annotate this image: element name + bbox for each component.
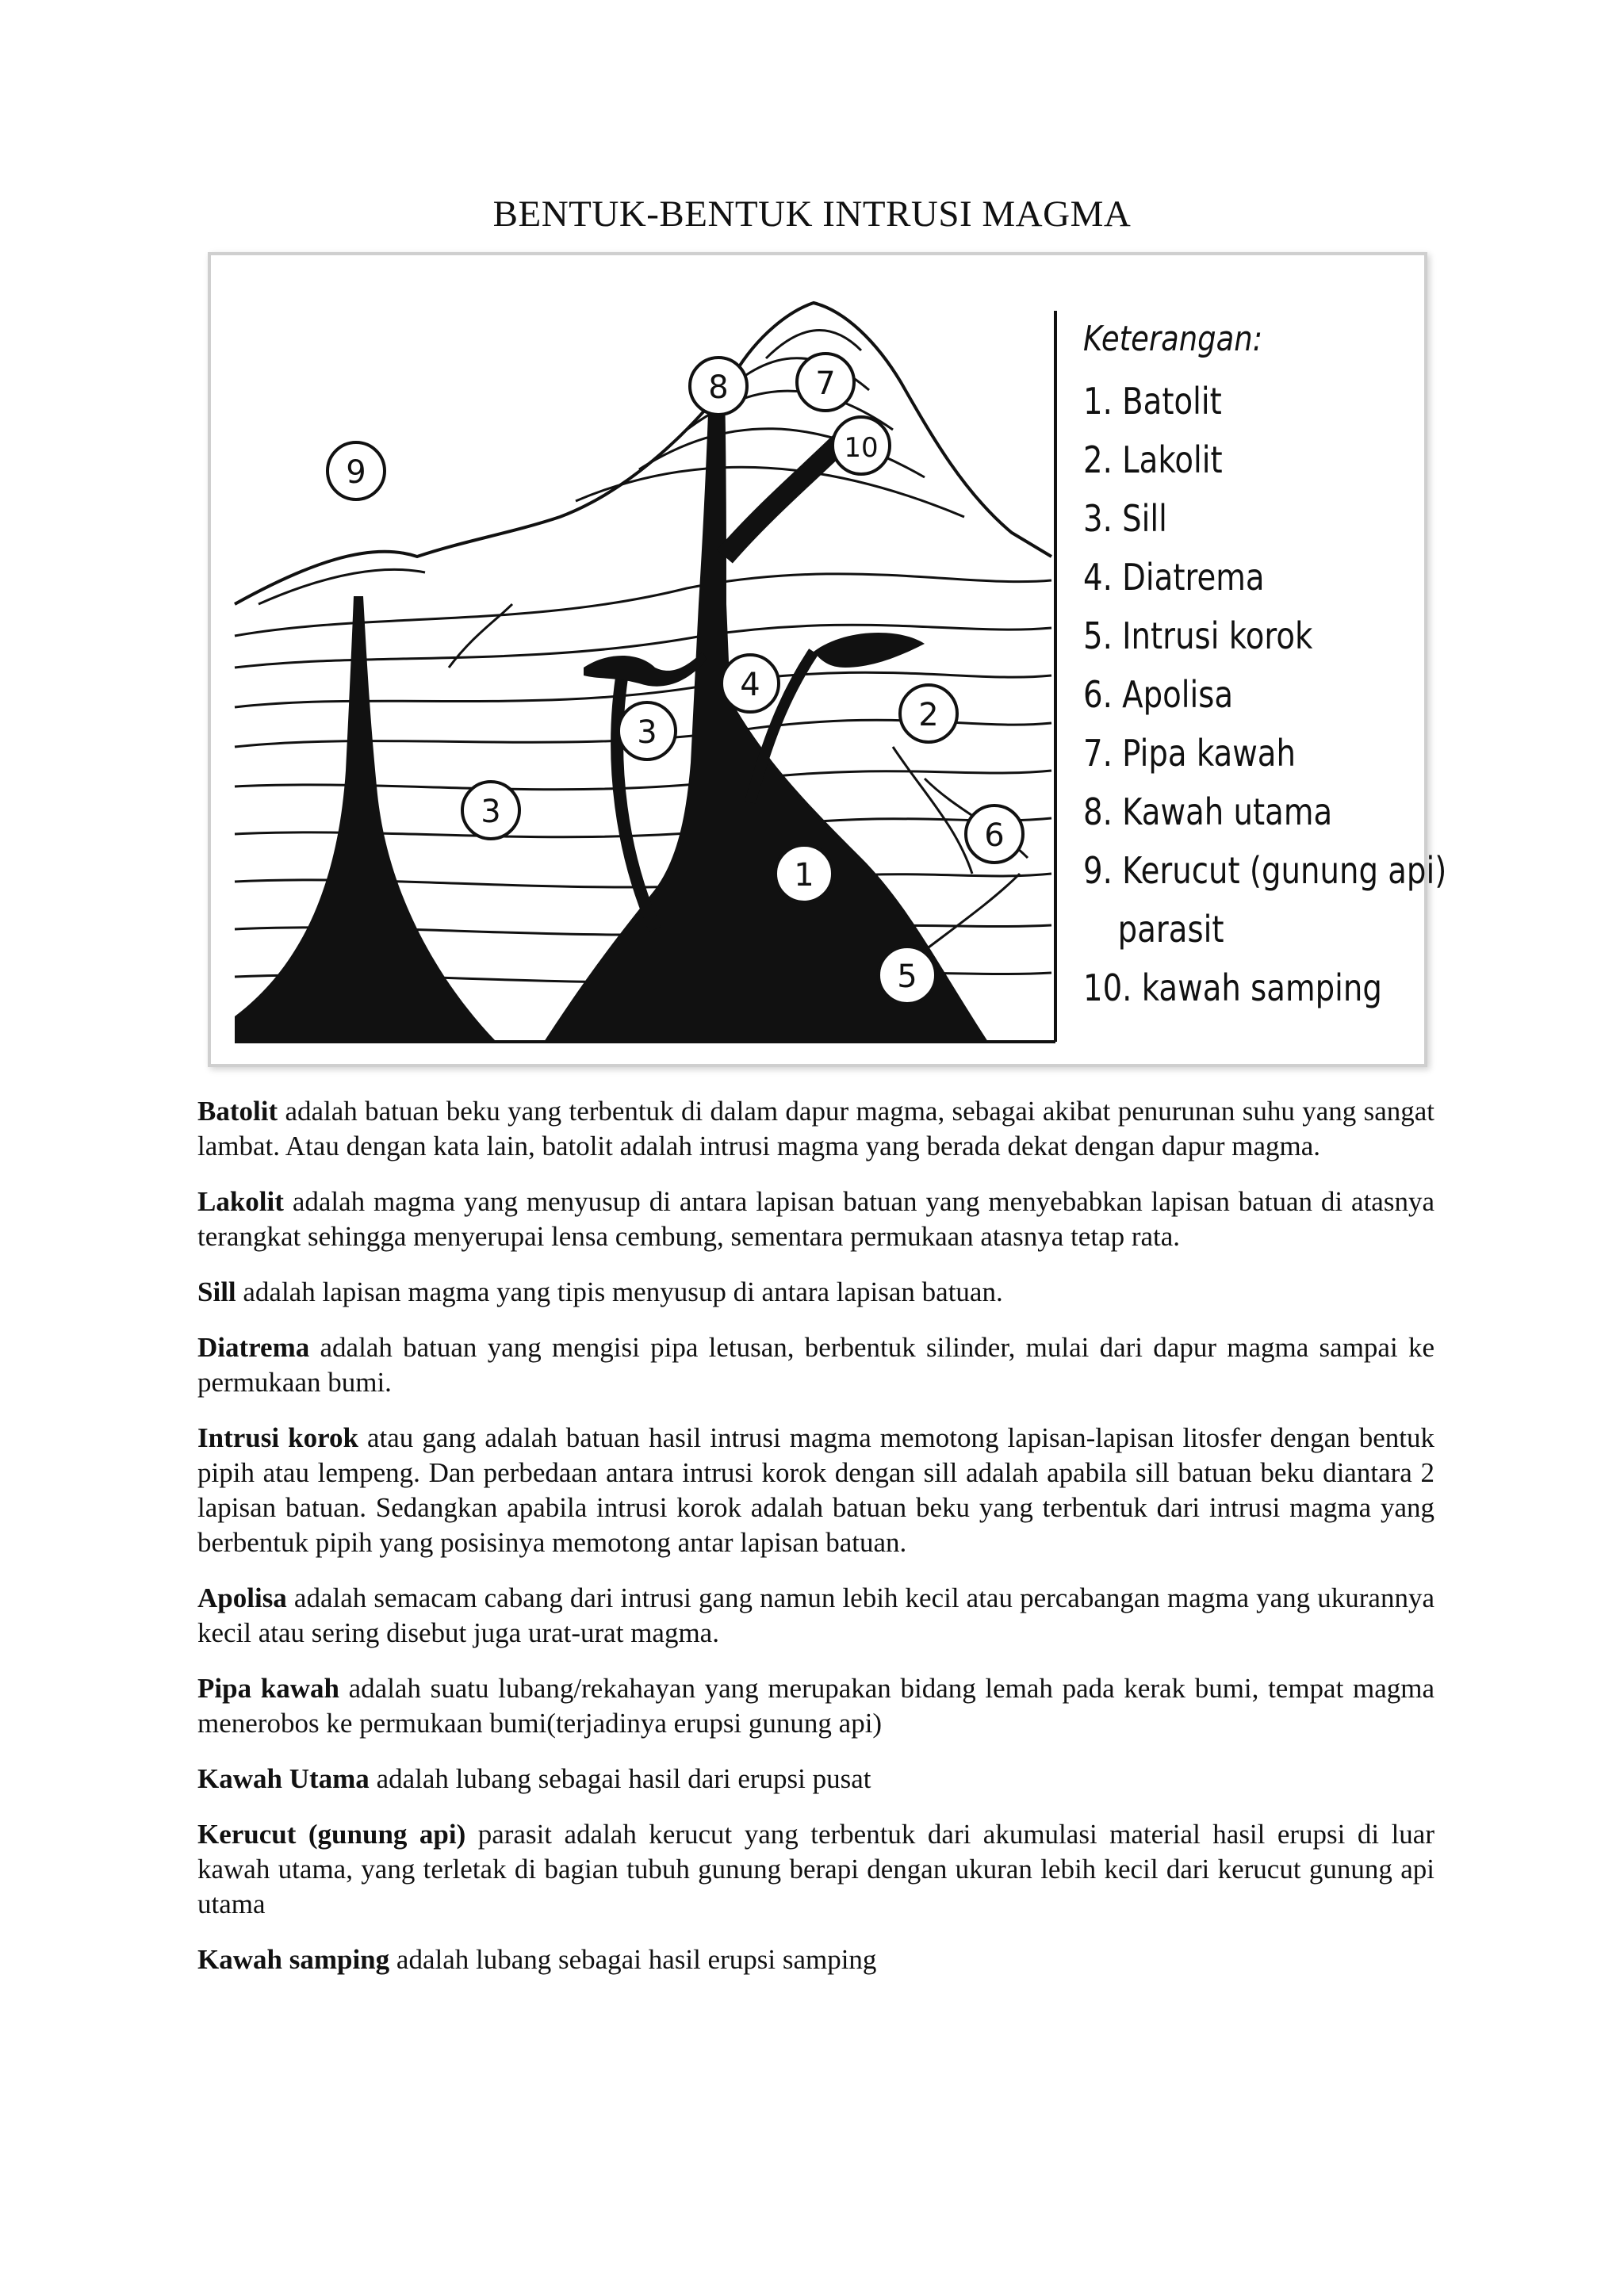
paragraph-kawah-samping (197, 1942, 1434, 1977)
definition: adalah magma yang menyusup di antara lapisan batuan yang menyebabkan lapisan batuan di atasnya terangkat sehingga menyerupai lensa cembung, sementara permukaan atasnya tetap rata. (197, 1186, 1434, 1252)
page-title: BENTUK-BENTUK INTRUSI MAGMA (492, 193, 1132, 235)
legend-item: parasit (1117, 908, 1224, 951)
paragraph-sill (197, 1275, 1434, 1310)
paragraph-pipa-kawah (197, 1671, 1434, 1741)
svg-text:8: 8 (708, 369, 729, 406)
definition: adalah lapisan magma yang tipis menyusup di antara lapisan batuan. (236, 1276, 1003, 1307)
svg-text:2: 2 (918, 697, 939, 733)
laccolith (814, 633, 925, 668)
marker-6 (966, 806, 1023, 863)
paragraph-lakolit (197, 1184, 1434, 1254)
term: Kerucut (gunung api) (197, 1819, 466, 1850)
term: Batolit (197, 1096, 278, 1127)
paragraph-apolisa (197, 1581, 1434, 1651)
paragraph-kerucut (197, 1817, 1434, 1922)
marker-10 (833, 417, 890, 474)
marker-3-right (619, 702, 676, 760)
term: Kawah samping (197, 1944, 390, 1975)
sill-upper (584, 652, 707, 687)
legend-item: 5. Intrusi korok (1083, 614, 1313, 657)
intrusion-diagram (208, 252, 1447, 1067)
marker-3-left (462, 782, 519, 839)
marker-7 (797, 354, 854, 411)
diagram-legend (1083, 319, 1447, 1017)
marker-5 (879, 947, 936, 1004)
paragraph-diatrema (197, 1330, 1434, 1400)
legend-item: 4. Diatrema (1083, 556, 1265, 599)
definition: adalah suatu lubang/rekahayan yang merupakan bidang lemah pada kerak bumi, tempat magma menerobos ke permukaan bumi(terjadinya erupsi gunung api) (197, 1673, 1435, 1739)
legend-item: 1. Batolit (1083, 380, 1222, 423)
legend-item: 8. Kawah utama (1083, 790, 1333, 833)
svg-text:3: 3 (637, 714, 657, 751)
marker-8 (690, 358, 747, 415)
legend-title: Keterangan: (1083, 319, 1263, 359)
svg-text:10: 10 (844, 432, 879, 464)
term: Diatrema (197, 1332, 310, 1363)
term: Kawah Utama (197, 1763, 370, 1794)
term: Intrusi korok (197, 1422, 358, 1453)
term: Apolisa (197, 1582, 287, 1613)
legend-item: 10. kawah samping (1083, 966, 1382, 1009)
legend-item: 7. Pipa kawah (1083, 732, 1296, 775)
definition: parasit adalah kerucut yang terbentuk dari akumulasi material hasil erupsi di luar kawah utama, yang terletak di bagian tubuh gunung berapi dengan ukuran lebih kecil dari kerucut gunung api utama (197, 1819, 1434, 1919)
legend-item: 3. Sill (1083, 497, 1167, 540)
svg-text:7: 7 (815, 365, 836, 402)
term: Lakolit (197, 1186, 284, 1217)
term: Pipa kawah (197, 1673, 339, 1704)
svg-text:5: 5 (897, 959, 917, 995)
svg-text:4: 4 (740, 667, 760, 703)
svg-text:9: 9 (346, 454, 366, 491)
legend-item: 6. Apolisa (1083, 673, 1234, 716)
legend-item: 9. Kerucut (gunung api) (1083, 849, 1447, 892)
svg-text:6: 6 (984, 817, 1005, 854)
legend-item: 2. Lakolit (1083, 438, 1223, 481)
marker-2 (900, 685, 957, 742)
definition: atau gang adalah batuan hasil intrusi magma memotong lapisan-lapisan litosfer dengan bentuk pipih atau lempeng. Dan perbedaan antara intrusi korok dengan sill adalah apabila sill batuan beku diantara 2 lapisan batuan. Sedangkan apabila intrusi korok adalah batuan beku yang terbentuk dari intrusi magma yang berbentuk pipih yang posisinya memotong antar lapisan batuan. (197, 1422, 1435, 1558)
term: Sill (197, 1276, 236, 1307)
marker-1 (776, 845, 833, 902)
paragraph-intrusi-korok (197, 1421, 1434, 1560)
definition: adalah semacam cabang dari intrusi gang namun lebih kecil atau percabangan magma yang ukurannya kecil atau sering disebut juga urat-urat magma. (197, 1582, 1434, 1648)
marker-9 (327, 442, 385, 499)
svg-text:3: 3 (481, 794, 501, 830)
definition: adalah lubang sebagai hasil erupsi samping (389, 1944, 877, 1975)
definition: adalah lubang sebagai hasil dari erupsi pusat (369, 1763, 871, 1794)
definition: adalah batuan yang mengisi pipa letusan, berbentuk silinder, mulai dari dapur magma sampai ke permukaan bumi. (197, 1332, 1434, 1398)
body-text (197, 1094, 1434, 1998)
paragraph-batolit (197, 1094, 1434, 1164)
marker-4 (722, 655, 779, 712)
paragraph-kawah-utama (197, 1762, 1434, 1797)
definition: adalah batuan beku yang terbentuk di dalam dapur magma, sebagai akibat penurunan suhu yang sangat lambat. Atau dengan kata lain, batolit adalah intrusi magma yang berada dekat dengan dapur magma. (197, 1096, 1434, 1161)
svg-text:1: 1 (794, 857, 814, 894)
